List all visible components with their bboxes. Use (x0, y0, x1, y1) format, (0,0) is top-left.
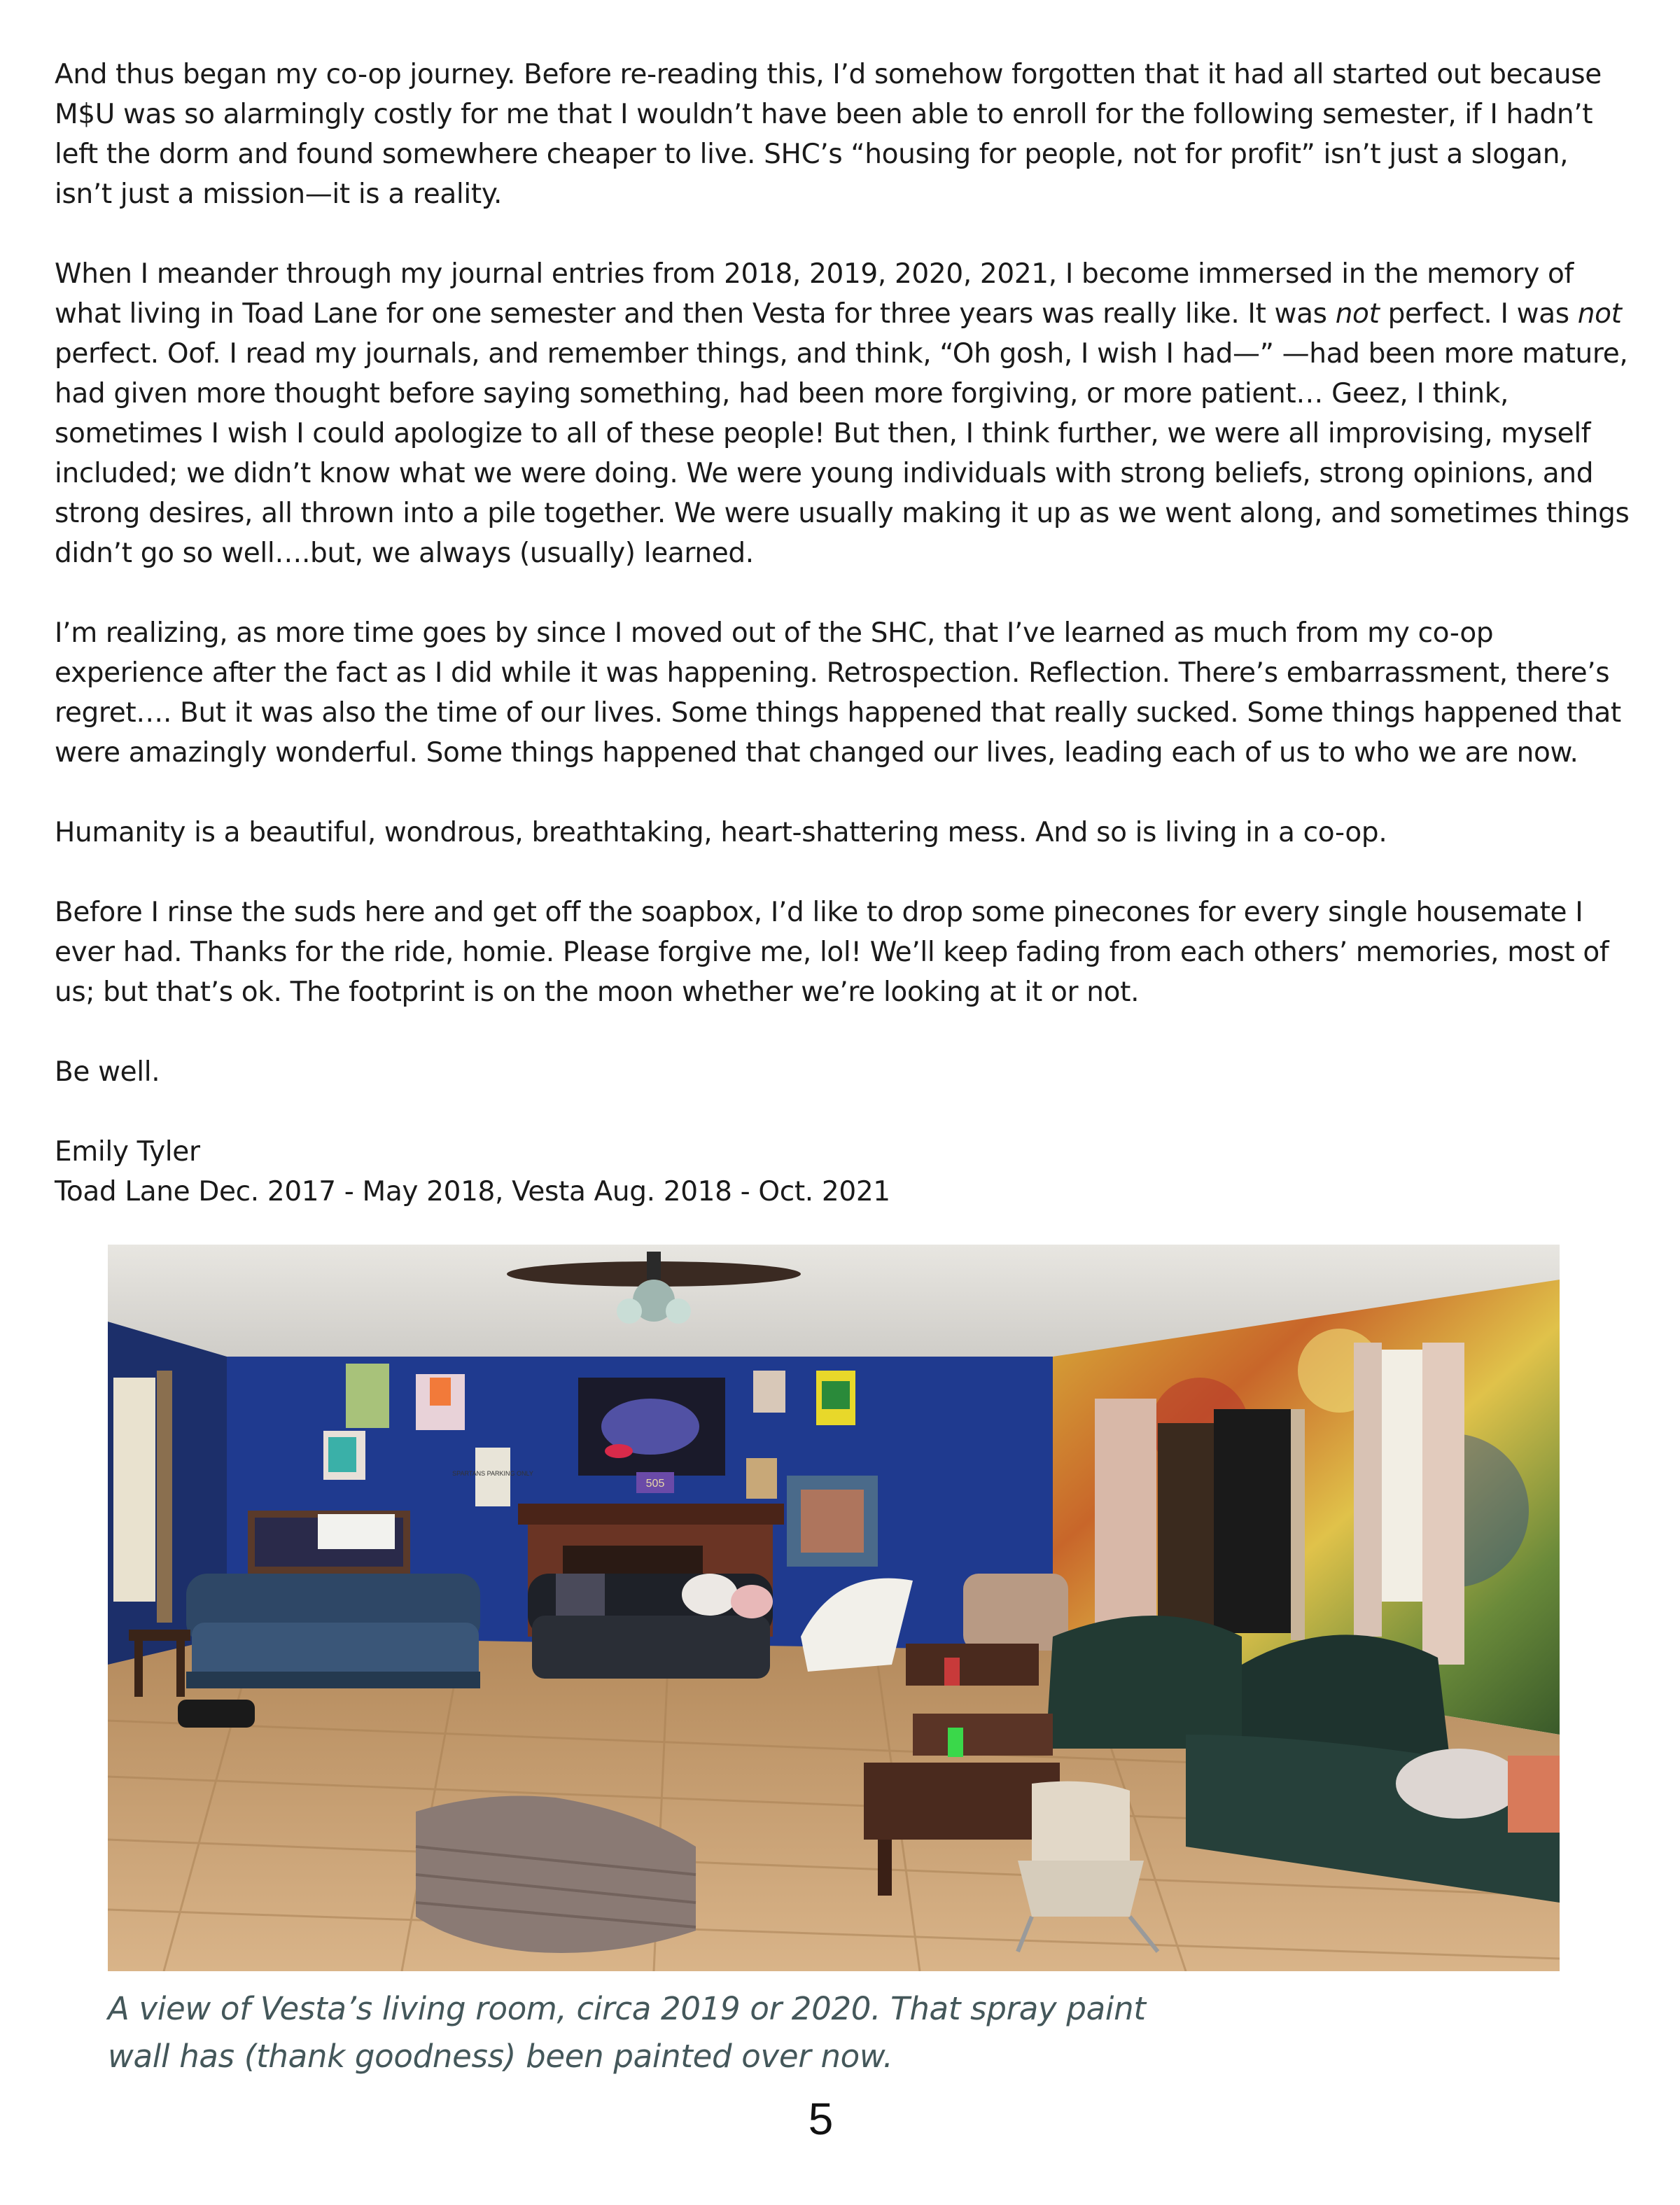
emphasis-not-1: not (1335, 298, 1380, 330)
paragraph-2-part-2: perfect. I was (1379, 298, 1578, 330)
signature-name: Emily Tyler (55, 1136, 200, 1168)
signature-residency: Toad Lane Dec. 2017 - May 2018, Vesta Aug. 2018 - Oct. 2021 (55, 1176, 890, 1208)
living-room-photo (108, 1245, 1560, 1971)
paragraph-2-part-3: perfect. Oof. I read my journals, and remember things, and think, “Oh gosh, I wish I had—” —had been more mature, had given more thought before saying something, had been more forgiving, or more patient… Geez, I think, sometimes I wish I could apologize to all of these people! But then, I think further, we were all improvising, myself included; we didn’t know what we were doing. We were young individuals with strong beliefs, strong opinions, and strong desires, all thrown into a pile together. We were usually making it up as we went along, and sometimes things didn’t go so well….but, we always (usually) learned. (55, 338, 1630, 569)
parking-sign-text: SPARTANS PARKING ONLY (452, 1470, 533, 1477)
paragraph-2-part-1: When I meander through my journal entries from 2018, 2019, 2020, 2021, I become immersed in the memory of what living in Toad Lane for one semester and then Vesta for three years was really like. It was (55, 258, 1574, 330)
caption-line-2: wall has (thank goodness) been painted over now. (108, 2038, 893, 2075)
paragraph-1: And thus began my co-op journey. Before re-reading this, I’d somehow forgotten that it had all started out because M$U was so alarmingly costly for me that I wouldn’t have been able to enroll for the following semester, if I hadn’t left the dorm and found somewhere cheaper to live. SHC’s “housing for people, not for profit” isn’t just a slogan, isn’t just a mission—it is a reality. (55, 59, 1602, 210)
door-number-text: 505 (645, 1478, 665, 1490)
paragraph-5: Before I rinse the suds here and get off the soapbox, I’d like to drop some pinecones for every single housemate I ever had. Thanks for the ride, homie. Please forgive me, lol! We’ll keep fading from each others’ memories, most of us; but that’s ok. The footprint is on the moon whether we’re looking at it or not. (55, 897, 1609, 1008)
page-number: 5 (808, 2094, 834, 2144)
photo-caption (108, 1985, 1298, 2080)
caption-line-1: A view of Vesta’s living room, circa 2019 or 2020. That spray paint (108, 1990, 1146, 2027)
paragraph-6: Be well. (55, 1056, 160, 1088)
paragraph-3: I’m realizing, as more time goes by since I moved out of the SHC, that I’ve learned as much from my co-op experience after the fact as I did while it was happening. Retrospection. Reflection. There’s embarrassment, there’s regret…. But it was also the time of our lives. Some things happened that really sucked. Some things happened that were amazingly wonderful. Some things happened that changed our lives, leading each of us to who we are now. (55, 617, 1621, 769)
paragraph-2 (55, 254, 1630, 573)
emphasis-not-2: not (1577, 298, 1622, 330)
essay-body (55, 55, 1630, 1212)
paragraph-4: Humanity is a beautiful, wondrous, breathtaking, heart-shattering mess. And so is living in a co-op. (55, 817, 1387, 848)
